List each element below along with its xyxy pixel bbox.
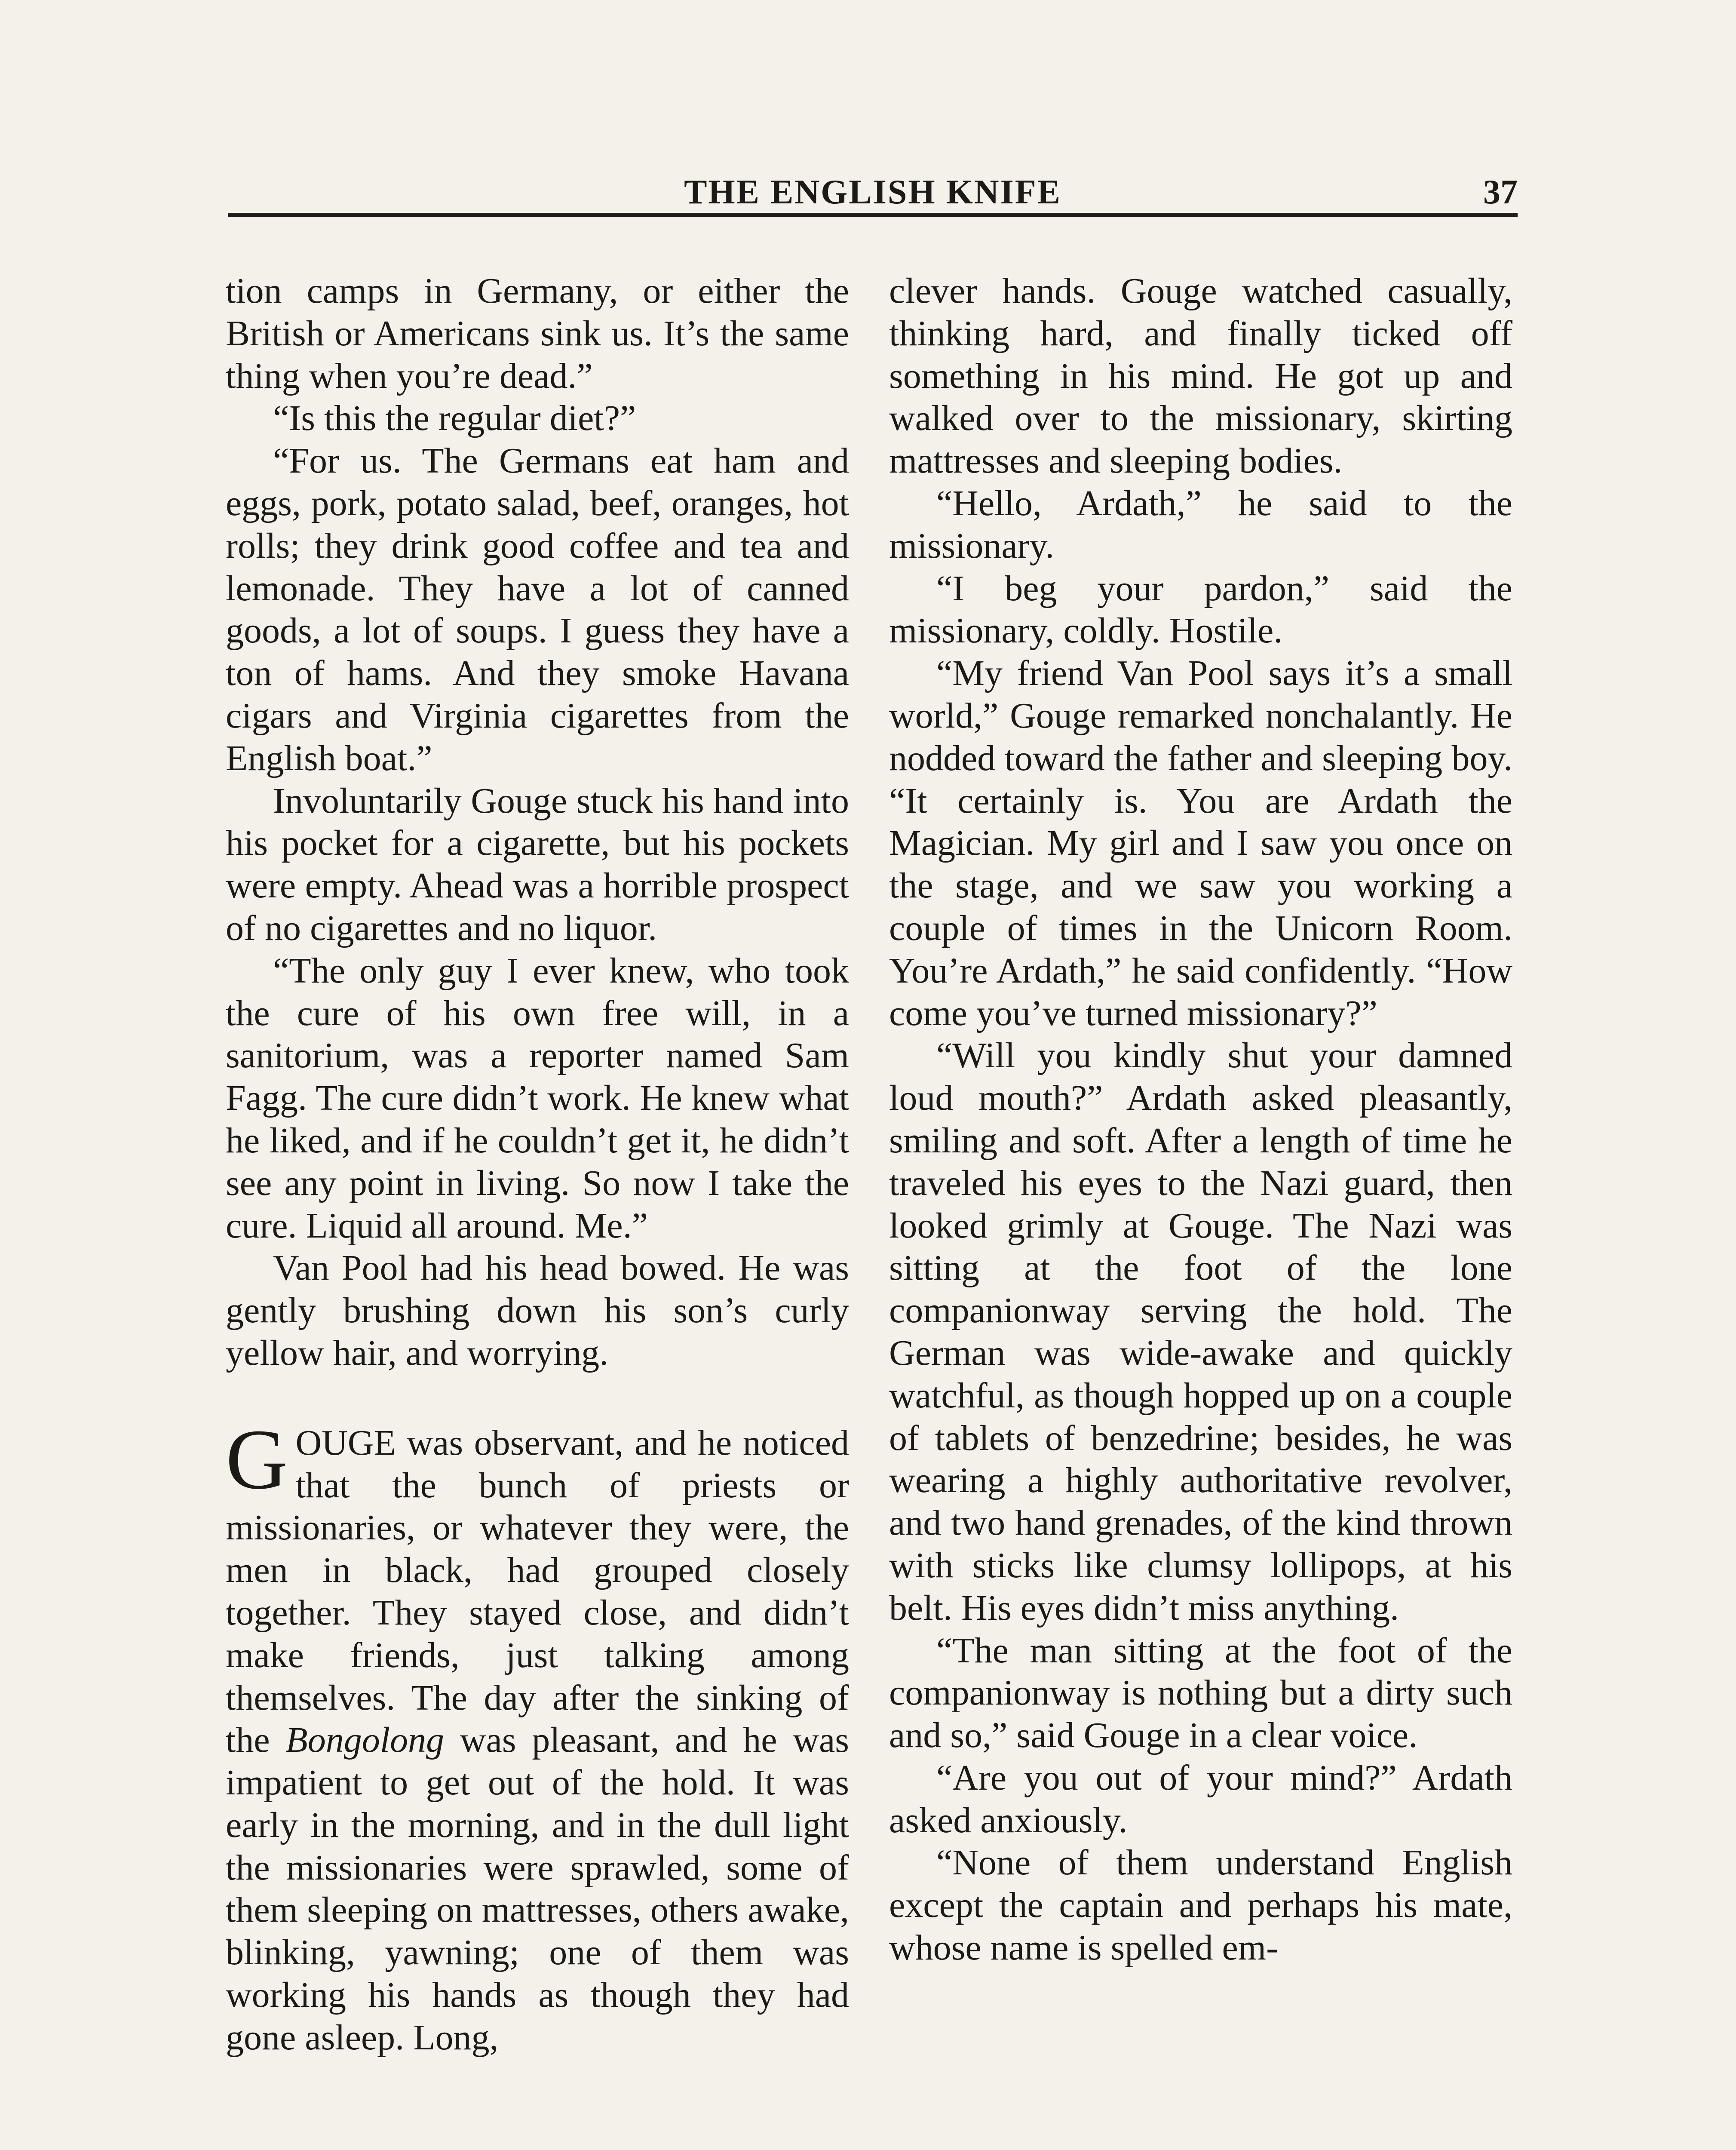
paragraph: clever hands. Gouge watched casually, thinking hard, and finally ticked off something in his mind. He got up and walked over to the missionary, skirting mattresses and sleeping bodies. (889, 271, 1512, 481)
paragraph: “Are you out of your mind?” Ardath asked anxiously. (889, 1757, 1512, 1840)
paragraph: “I beg your pardon,” said the missionary, coldly. Hostile. (889, 568, 1512, 651)
paragraph: “Hello, Ardath,” he said to the missionary. (889, 483, 1512, 566)
paragraph: “The man sitting at the foot of the companionway is nothing but a dirty such and so,” said Gouge in a clear voice. (889, 1630, 1512, 1756)
running-title: THE ENGLISH KNIFE (684, 173, 1061, 211)
paragraph: “My friend Van Pool says it’s a small world,” Gouge remarked nonchalantly. He nodded toward the father and sleeping boy. “It certainly is. You are Ardath the Magician. My girl and I saw you once on the stage, and we saw you working a couple of times in the Unicorn Room. You’re Ardath,” he said confidently. “How come you’ve turned missionary?” (889, 653, 1512, 1033)
section-text-part-2: was pleasant, and he was impatient to get out of the hold. It was early in the morning, and in the dull light the missionaries were sprawled, some of them sleeping on mattresses, others awake, blinking, yawning; one of them was working his hands as though they had gone asleep. Long, (226, 1720, 849, 2058)
right-column (889, 270, 1512, 1969)
drop-cap: G (226, 1412, 288, 1507)
paragraph: Van Pool had his head bowed. He was gently brushing down his son’s curly yellow hair, and worrying. (226, 1248, 849, 1373)
paragraph: “For us. The Germans eat ham and eggs, pork, potato salad, beef, oranges, hot rolls; they drink good coffee and tea and lemonade. They have a lot of canned goods, a lot of soups. I guess they have a ton of hams. And they smoke Havana cigars and Virginia cigarettes from the English boat.” (226, 441, 849, 778)
paragraph: “The only guy I ever knew, who took the cure of his own free will, in a sanitorium, was a reporter named Sam Fagg. The cure didn’t work. He knew what he liked, and if he couldn’t get it, he didn’t see any point in living. So now I take the cure. Liquid all around. Me.” (226, 950, 849, 1246)
section-opening-paragraph (226, 1412, 849, 2059)
paragraph: Involuntarily Gouge stuck his hand into his pocket for a cigarette, but his pockets were empty. Ahead was a horrible prospect of no cigarettes and no liquor. (226, 780, 849, 948)
left-column (226, 270, 849, 2059)
paragraph: “Will you kindly shut your damned loud mouth?” Ardath asked pleasantly, smiling and soft. After a length of time he traveled his eyes to the Nazi guard, then looked grimly at Gouge. The Nazi was sitting at the foot of the lone companionway serving the hold. The German was wide-awake and quickly watchful, as though hopped up on a couple of tablets of benzedrine; besides, he was wearing a highly authoritative revolver, and two hand grenades, of the kind thrown with sticks like clumsy lollipops, at his belt. His eyes didn’t miss anything. (889, 1035, 1512, 1628)
running-header (228, 172, 1518, 217)
paragraph: “Is this the regular diet?” (273, 398, 636, 439)
page-number: 37 (1483, 173, 1518, 211)
ship-name: Bongolong (285, 1720, 445, 1760)
paragraph: “None of them understand English except the captain and perhaps his mate, whose name is spelled em- (889, 1843, 1512, 1968)
section-text-part-1: OUGE was observant, and he noticed that the bunch of priests or missionaries, or whatever they were, the men in black, had grouped closely together. They stayed close, and didn’t make friends, just talking among themselves. The day after the sinking of the (226, 1422, 849, 1760)
paragraph: tion camps in Germany, or either the British or Americans sink us. It’s the same thing when you’re dead.” (226, 271, 849, 396)
